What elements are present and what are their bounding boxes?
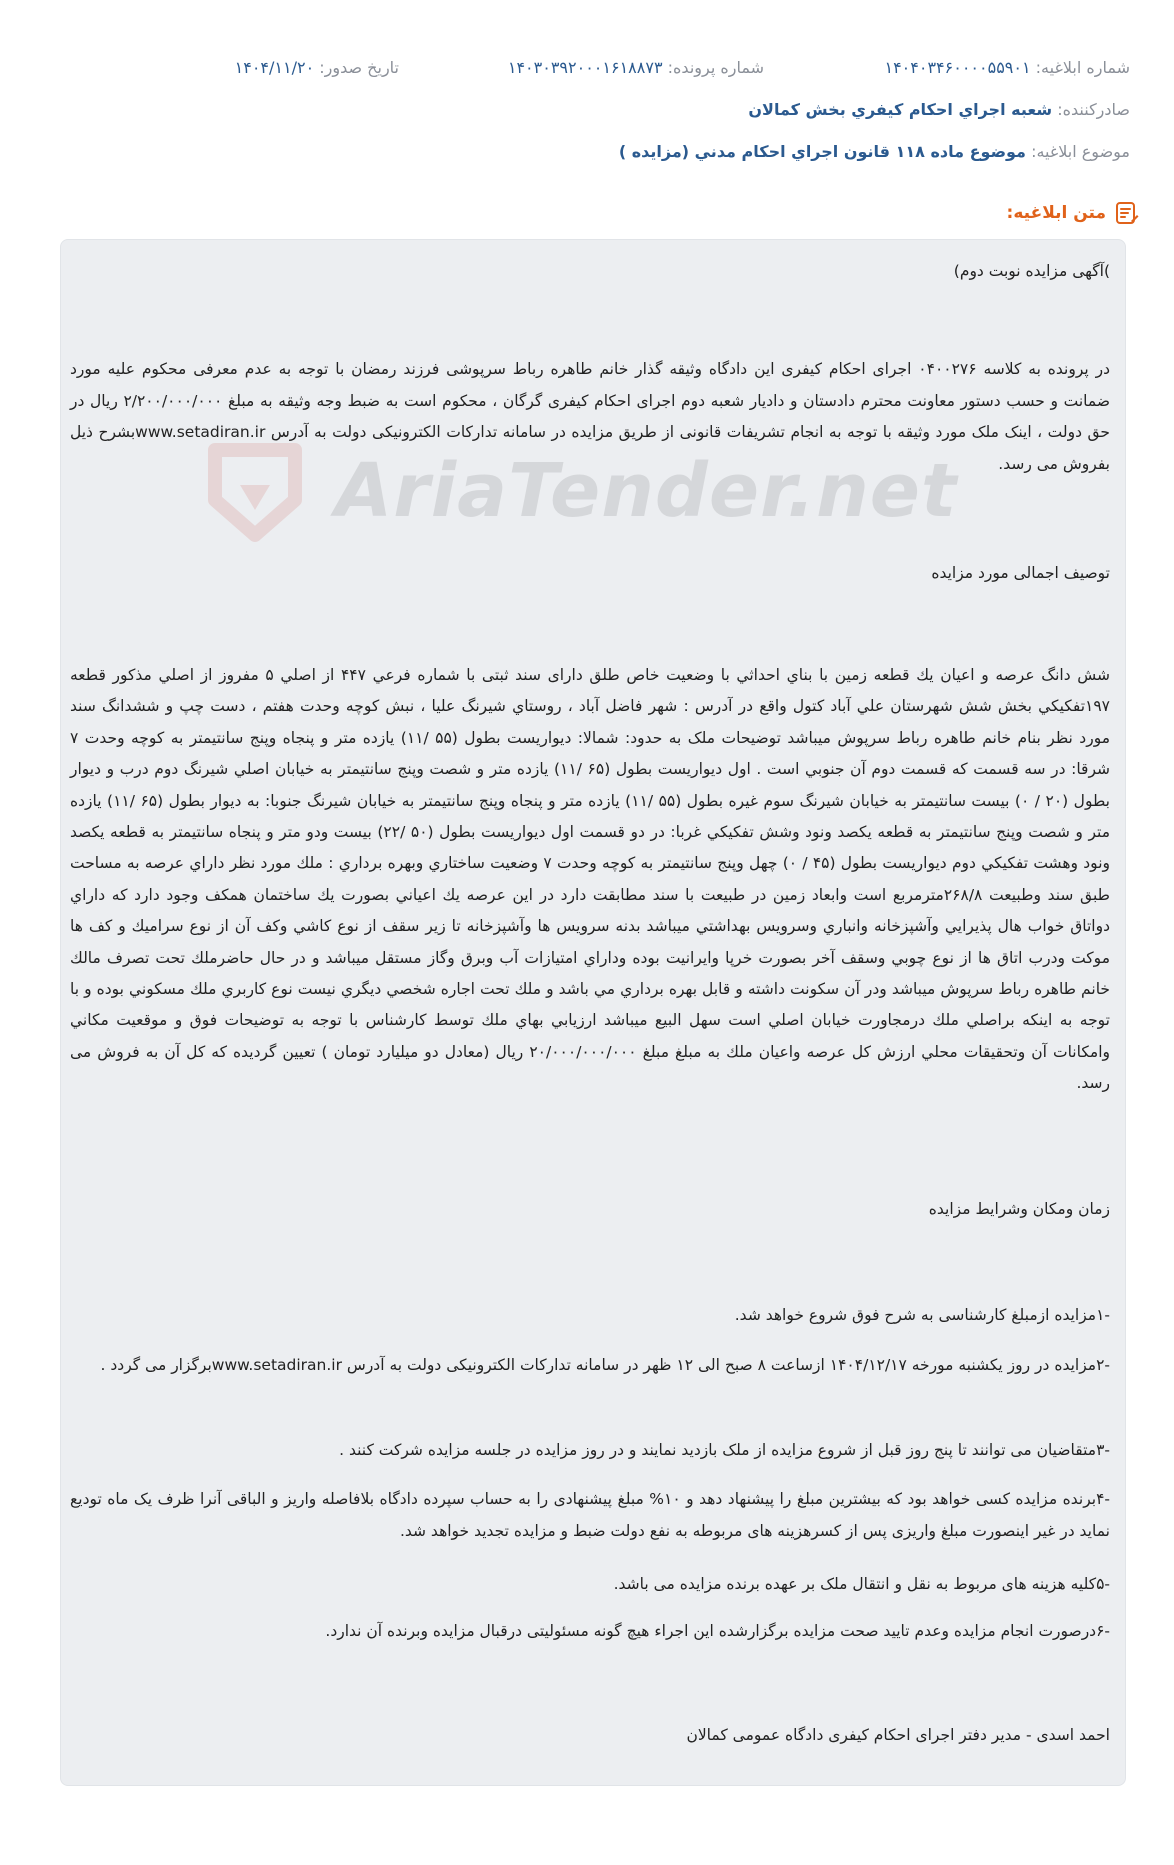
- condition-item-5: -۵کلیه هزینه های مربوط به نقل و انتقال ملک بر عهده برنده مزایده می باشد.: [613, 1575, 1110, 1593]
- notice-number-value: ۱۴۰۴۰۳۴۶۰۰۰۰۵۵۹۰۱: [884, 58, 1031, 77]
- description-paragraph: شش دانگ عرصه و اعيان يك قطعه زمين با بناي احداثي با وضعيت خاص طلق دارای سند ثبتی با شماره فرعي ۴۴۷ از اصلي ۵ مفروز از اصلي مذكور قطعه ۱۹۷تفكيكي بخش شش شهرستان علي آباد كتول واقع در آدرس : شهر فاضل آباد ، روستاي شيرنگ عليا ، نبش كوچه وحدت هفتم ، دست چپ و ششدانگ سند مورد نظر بنام خانم طاهره رباط سرپوش ميباشد توضيحات ملک به حدود: شمالا: ديواريست بطول (۵۵ /۱۱) يازده متر و پنجاه وپنج سانتيمتر به كوچه وحدت ۷ شرقا: در سه قسمت كه قسمت دوم آن جنوبي است . اول ديواريست بطول (۶۵ /۱۱) يازده متر و شصت وپنج سانتيمتر به خيابان اصلي شيرنگ دوم درب و ديوار بطول (۲۰ / ۰) بيست سانتيمتر به خيابان شيرنگ سوم غيره بطول (۵۵ /۱۱) يازده متر و پنجاه وپنج سانتيمتر به خيابان شيرنگ جنوبا: به ديوار بطول (۶۵ /۱۱) يازده متر و شصت وپنج سانتيمتر به قطعه يكصد ونود وشش تفكيكي غربا: در دو قسمت اول ديواريست بطول (۵۰ /۲۲) بيست ودو متر و پنجاه سانتيمتر به قطعه يكصد ونود وهشت تفكيكي دوم ديواريست بطول (۴۵ / ۰) چهل وپنج سانتيمتر به كوچه وحدت ۷ وضعيت ساختاري وبهره برداري : ملك مورد نظر داراي عرصه به مساحت طبق سند وطبيعت ۲۶۸/۸مترمربع است وابعاد زمين در طبيعت با سند مطابقت دارد در اين عرصه يك اعياني بصورت يك ساختمان همكف وجود دارد كه داراي دواتاق خواب هال پذيرايي وآشپزخانه وانباري وسرويس بهداشتي ميباشد بدنه سرويس ها وآشپزخانه تا زير سقف از نوع كاشي وكف آن از نوع سراميك و كف ها موكت ودرب اتاق ها از نوع چوبي وسقف آخر بصورت خرپا وايرانيت بوده وداراي امتيازات آب وبرق وگاز مستقل ميباشد و در حال حاضرملك تحت تصرف مالك خانم طاهره رباط سرپوش ميباشد ودر آن سكونت داشته و قابل بهره برداري مي باشد و ملك تحت اجاره شخصي ديگري نيست نوع كاربري ملك مسكوني بوده و با توجه به اينكه براصلي ملك درمجاورت خيابان اصلي است سهل البيع ميباشد ارزيابي بهاي ملك توسط كارشناس با توجه به توضيحات فوق و موقعيت مكاني وامكانات آن وتحقيقات محلي ارزش كل عرصه واعيان ملك به مبلغ مبلغ ۲۰/۰۰۰/۰۰۰/۰۰۰ ريال (معادل دو ميليارد تومان ) تعيين گرديده كه كل آن به فروش می رسد.: [70, 666, 1111, 1093]
- note-icon: [1114, 200, 1140, 226]
- condition-item-1: -۱مزایده ازمبلغ کارشناسی به شرح فوق شروع خواهد شد.: [734, 1306, 1110, 1324]
- intro-paragraph: در پرونده به کلاسه ۰۴۰۰۲۷۶ اجرای احکام کیفری این دادگاه وثیقه گذار خانم طاهره رباط سرپوشی فرزند رمضان با توجه به عدم معرفی محکوم علیه مورد ضمانت و حسب دستور معاونت محترم دادستان و دادیار شعبه دوم اجرای احکام کیفری گرگان ، محکوم است به ضبط وجه وثیقه به مبلغ ۲/۲۰۰/۰۰۰/۰۰۰ ریال در حق دولت ، اینک ملک مورد وثیقه با توجه به انجام تشریفات قانونی از طریق مزایده در سامانه تدارکات الکترونیکی دولت به آدرس www.setadiran.irبشرح ذیل بفروش می رسد.: [70, 360, 1110, 473]
- condition-item-6: -۶درصورت انجام مزایده وعدم تایید صحت مزایده برگزارشده این اجراء هیچ گونه مسئولیتی درقبال مزایده وبرنده آن ندارد.: [325, 1622, 1110, 1640]
- issuer-line: [748, 100, 1130, 119]
- case-number-value: ۱۴۰۳۰۳۹۲۰۰۰۱۶۱۸۸۷۳: [507, 58, 663, 77]
- notice-text-title: متن ابلاغيه:: [1006, 203, 1106, 223]
- issuer-label: صادرکننده:: [1057, 100, 1130, 119]
- condition-item-2: -۲مزایده در روز یکشنبه مورخه ۱۴۰۴/۱۲/۱۷ ازساعت ۸ صبح الی ۱۲ ظهر در سامانه تدارکات الکترونیکی دولت به آدرس www.setadiran.irبرگزار می گردد .: [100, 1356, 1110, 1374]
- subject-label: موضوع ابلاغيه:: [1031, 142, 1130, 161]
- condition-item-4: -۴برنده مزایده کسی خواهد بود که بیشترین مبلغ را پیشنهاد دهد و ۱۰% مبلغ پیشنهادی را به حساب سپرده دادگاه بلافاصله واریز و الباقی آنرا ظرف یک ماه تودیع نماید در غیر اینصورت مبلغ واریزی پس از کسرهزینه های مربوطه به نفع دولت ضبط و مزایده تجدید خواهد شد.: [70, 1490, 1110, 1540]
- summary-title: توصیف اجمالی مورد مزایده: [931, 564, 1110, 582]
- issuer-value: شعبه اجراي احکام کيفري بخش کمالان: [748, 100, 1053, 119]
- signature-line: احمد اسدی - مدیر دفتر اجرای احکام کیفری دادگاه عمومی کمالان: [686, 1726, 1110, 1744]
- conditions-title: زمان ومکان وشرایط مزایده: [928, 1200, 1110, 1218]
- auction-heading: )آگهی مزایده نوبت دوم): [953, 262, 1110, 280]
- case-number: [508, 58, 764, 77]
- subject-value: موضوع ماده ۱۱۸ قانون اجراي احکام مدني (مزايده ): [618, 142, 1026, 161]
- issue-date: [235, 58, 399, 77]
- issue-date-label: تاريخ صدور:: [319, 58, 399, 77]
- case-number-label: شماره پرونده:: [667, 58, 764, 77]
- notice-meta-row: [0, 58, 1174, 82]
- notice-text-header: [1007, 200, 1140, 226]
- notice-number-label: شماره ابلاغيه:: [1035, 58, 1130, 77]
- issue-date-value: ۱۴۰۴/۱۱/۲۰: [234, 58, 315, 77]
- condition-item-3: -۳متقاضیان می توانند تا پنج روز قبل از شروع مزایده از ملک بازدید نمایند و در روز مزایده در جلسه مزایده شرکت کنند .: [339, 1441, 1110, 1459]
- subject-line: [619, 142, 1130, 161]
- notice-number: [884, 58, 1130, 77]
